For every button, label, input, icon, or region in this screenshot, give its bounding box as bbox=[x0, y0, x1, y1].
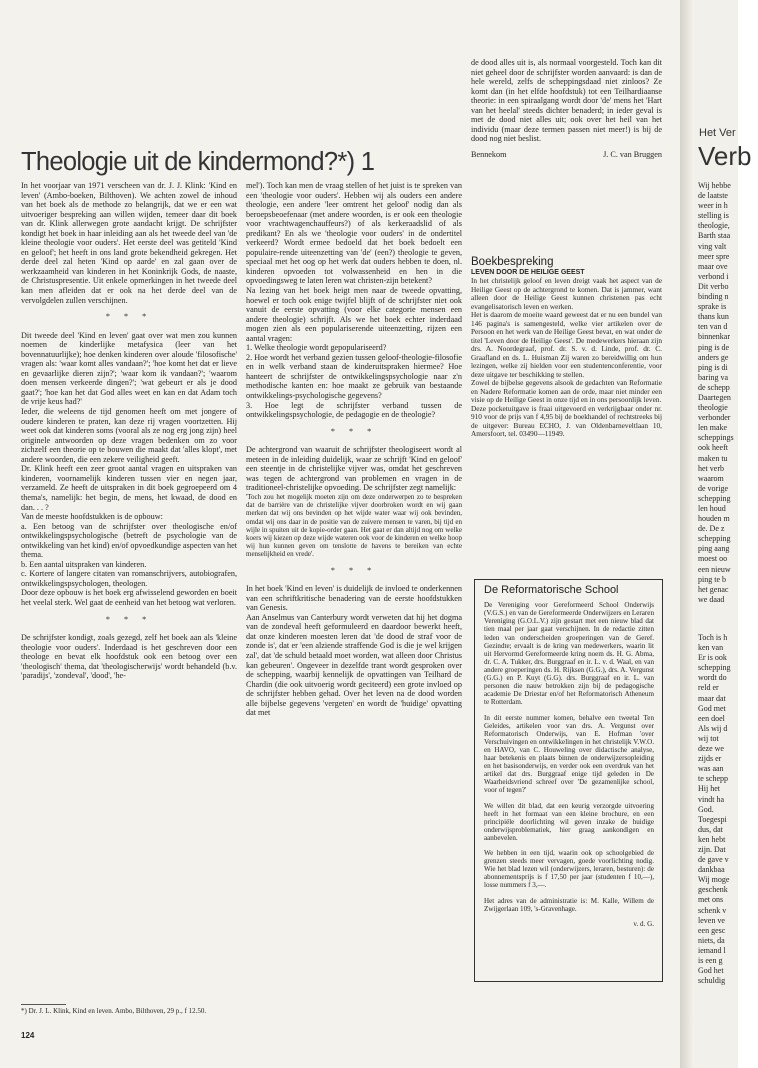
facing-page-text-bottom bbox=[698, 633, 758, 986]
facing-page-line: ook heeft bbox=[698, 443, 728, 453]
facing-page-line: maar ove bbox=[698, 261, 728, 271]
facing-page-line: theologie bbox=[698, 403, 728, 413]
facing-page-line: Dit verbo bbox=[698, 281, 729, 291]
facing-page-line: Wij moge bbox=[698, 875, 730, 885]
facing-page-line: geschenk bbox=[698, 885, 728, 895]
facing-page-line: anders ge bbox=[698, 352, 729, 362]
paragraph: In het christelijk geloof en leven dreigt vaak het aspect van de Heilige Geest op de achtergrond te komen. Dat is jammer, want alleen door de Heilige Geest kunnen christenen pas echt evangelisatorisch leven en werken. bbox=[471, 276, 662, 311]
facing-page-line: het verb bbox=[698, 463, 724, 473]
paragraph: In dit eerste nummer komen, behalve een tweetal Ten Geleides, artikelen voor van drs. A. Vergunst over Reformatorisch Onderwijs, van E. Hofman 'over Verschuivingen en ontwikkelingen in het christelijk V.W.O. en HAVO, van C. Houweling over didactische analyse, haar betekenis en plaats binnen de onderwijzersopleiding en het basisonderwijs, en verder ook een overdruk van het artikel dat drs. Burggraaf enige tijd geleden in De Waarheidsvriend schreef over 'De gezamenlijke school, voor of tegen?' bbox=[484, 713, 654, 795]
paragraph: De achtergrond van waaruit de schrijfster theologiseert wordt al meteen in de inleiding duidelijk, waar ze schrijft 'Kind en geloof' een steentje in de christelijke vijver was, omdat het geschreven was tegen de achtergrond van problemen en vragen in de traditioneel-christelijke opvoeding. De schrijfster zegt namelijk: bbox=[246, 445, 462, 493]
paragraph: 3. Hoe legt de schrijfster verband tussen de ontwikkelingspsychologie, de pedagogie en de theologie? bbox=[246, 400, 462, 420]
section-divider: * * * bbox=[105, 614, 153, 624]
book-gutter bbox=[680, 0, 694, 1068]
facing-page-line: ping is di bbox=[698, 362, 728, 372]
paragraph: Ieder, die weleens de tijd genomen heeft om met jongere of oudere kinderen te praten, kan deze rij vragen voortzetten. Hij weet ook dat kinderen soms (vooral als ze nog erg jong zijn) heel originele antwoorden op deze vragen bedenken om zo voor zichzelf een theorie op te bouwen die maakt dat 'alles klopt', met andere woorden, die een zekere veiligheid geeft. bbox=[21, 407, 237, 464]
paragraph: Aan Anselmus van Canterbury wordt verweten dat hij het dogma van de zondeval heeft geformuleerd en daardoor bewerkt heeft, dat onze kinderen moesten leren dat 'de dood de straf voor de zonde is', dat er 'een alziende straffende God is die je wel krijgen zal', dat 'de schuld betaald moet worden, wat alleen door Christus kan gebeuren'. Ongeveer in dezelfde trant wordt gesproken over de schepping, waarbij kennelijk de opvattingen van Teilhard de Chardin (die ook uitvoerig wordt geciteerd) een grote invloed op de schrijfster hebben gehad. Over het leven na de dood worden alle bijbelse gegevens 'vergeten' en wordt de 'huidige' opvatting dat met bbox=[246, 612, 462, 718]
facing-page bbox=[694, 0, 752, 1068]
school-notice-content bbox=[484, 586, 654, 928]
article-column-3 bbox=[471, 58, 662, 208]
facing-page-line: verbond i bbox=[698, 271, 729, 281]
facing-page-line: een doel bbox=[698, 713, 725, 723]
facing-page-line: verbonder bbox=[698, 413, 731, 423]
paragraph: mel'). Toch kan men de vraag stellen of het juist is te spreken van een 'theologie voor ouders'. Hebben wij als ouders een andere theologie, een andere 'leer omtrent het geloof' nodig dan als beroepsbeoefenaar (met andere woorden, is er ook een theologie voor vrachtwagenchauffeurs?) of als kerkeraadslid of als predikant? En als we 'theologie voor ouders' in de ondertitel verkeerd? Wordt ermee bedoeld dat het boek bedoelt een populaire-rende uiteenzetting van 'de' (een?) theologie te geven, speciaal met het oog op het werk dat ouders hebben te doen, nl. kinderen opvoeden tot volwassenheid en hen in die opvoedingsweg te laten leren wat christen-zijn betekent? bbox=[246, 181, 462, 286]
facing-page-line: Toegespi bbox=[698, 814, 727, 824]
article-column-1 bbox=[21, 181, 237, 1001]
facing-page-line: ping aang bbox=[698, 544, 730, 554]
facing-page-line: ken hebt bbox=[698, 834, 726, 844]
facing-page-line: zijds er bbox=[698, 754, 722, 764]
facing-page-line: reld er bbox=[698, 683, 719, 693]
footnote-rule bbox=[21, 1004, 66, 1005]
paragraph: In het boek 'Kind en leven' is duidelijk de invloed te onderkennen van een schriftkritische benadering van de eerste hoofdstukken van Genesis. bbox=[246, 584, 462, 613]
facing-page-line: houden m bbox=[698, 514, 730, 524]
paragraph: We hebben in een tijd, waarin ook op schoolgebied de grenzen steeds meer vervagen, goede voorlichting nodig. Wie het blad lezen wil (onderwijzers, leraren, besturen): de abonnementsprijs is f 17,50 per jaar (studenten f 10,—), losse nummers f 3,—. bbox=[484, 849, 654, 890]
block-quote: 'Toch zou het mogelijk moeten zijn om deze onderwerpen zo te bespreken dat de barrière van de christelijke vijver doorbroken wordt en wij gaan merken dat wij ons bevinden op het wijde water waar wij ook bevinden, omdat wij ons daar in de positie van de zuivere mensen te varen, bij tijd en wijle in spuiten uit de kopie-order gaan. Het gaat er dan altijd nog om welke koers wij kiezen op deze wijde wateren ook voor de kinderen en welke hoop wij hun kunnen geven om tenslotte de havens te bereiken van echte menselijkheid en vrede'. bbox=[246, 492, 462, 559]
facing-page-line: deze we bbox=[698, 744, 724, 754]
facing-page-line: met ons bbox=[698, 895, 724, 905]
facing-page-line: moest oo bbox=[698, 554, 728, 564]
section-divider: * * * bbox=[330, 426, 378, 436]
facing-page-line: ken van bbox=[698, 643, 724, 653]
facing-page-line: vindt ha bbox=[698, 794, 724, 804]
facing-page-line: weer in h bbox=[698, 201, 728, 211]
facing-page-line: Toch is h bbox=[698, 633, 728, 642]
facing-page-line: dankbaa bbox=[698, 865, 725, 875]
school-signature: v. d. G. bbox=[633, 919, 654, 928]
facing-page-line: Barth staa bbox=[698, 231, 731, 241]
facing-page-header: Het Ver bbox=[699, 127, 736, 139]
facing-page-line: de schepp bbox=[698, 382, 730, 392]
facing-page-line: te schepp bbox=[698, 774, 728, 784]
signature-name: J. C. van Bruggen bbox=[603, 149, 662, 159]
paragraph: Van de meeste hoofdstukken is de opbouw: bbox=[21, 512, 163, 522]
facing-page-line: schuldig bbox=[698, 976, 726, 986]
facing-page-line: leven ve bbox=[698, 915, 725, 925]
school-notice-box bbox=[474, 579, 663, 982]
facing-page-line: binding n bbox=[698, 292, 729, 302]
facing-page-line: len make bbox=[698, 423, 728, 433]
paragraph: Dit tweede deel 'Kind en leven' gaat over wat men zou kunnen noemen de kinderlijke metafysica (leer van het bovennatuurlijke); hoe denken kinderen over aloude 'filosofische' vragen als: 'waar komt alles vandaan?'; 'hoe komt het dat er lieve en gevaarlijke dieren zijn?'; 'waar kom ik vandaan?'; 'waarom doen mensen verkeerde dingen?'; 'wat gebeurt er als je dood gaat?'; 'hoe kan het dat God alles weet en kan en dat Adam toch de vrije keus had?' bbox=[21, 330, 237, 407]
facing-page-line: ping te b bbox=[698, 574, 726, 584]
review-heading: Boekbespreking bbox=[471, 256, 554, 268]
page-number: 124 bbox=[21, 1031, 35, 1040]
review-subheading: LEVEN DOOR DE HEILIGE GEEST bbox=[471, 268, 585, 276]
facing-page-line: Als wij d bbox=[698, 723, 728, 733]
paragraph: Door deze opbouw is het boek erg afwisselend geworden en boeit het veelal sterk. Wel gaat de eenheid van het betoog wat verloren. bbox=[21, 588, 237, 607]
facing-page-line: ping is de bbox=[698, 342, 730, 352]
facing-page-text-top bbox=[698, 181, 758, 605]
paragraph: Deze pocketuitgave is fraai uitgevoerd en verkrijgbaar onder nr. 910 voor de prijs van f 4,95 bij de boekhandel of rechtstreeks bij de uitgever: Bureau ECHO, J. van Oldenbarneveltlaan 10, Amersfoort, tel. 03490—11949. bbox=[471, 403, 662, 438]
section-divider: * * * bbox=[330, 565, 378, 575]
facing-page-line: de. De z bbox=[698, 524, 725, 534]
facing-page-line: was aan bbox=[698, 764, 724, 774]
facing-page-line: theologie, bbox=[698, 221, 730, 231]
article-title: Theologie uit de kindermond?*) 1 bbox=[21, 148, 375, 176]
paragraph: b. Een aantal uitspraken van kinderen. bbox=[21, 559, 147, 569]
facing-page-line: de gave v bbox=[698, 855, 729, 865]
facing-page-line: wij tot bbox=[698, 733, 719, 743]
paragraph: a. Een betoog van de schrijfster over theologische en/of ontwikkelingspsychologische (betreft de psychologie van de ontwikkeling van het kind) en/of opvoedkundige aspecten van het thema. bbox=[21, 521, 238, 560]
facing-page-line: binnenkar bbox=[698, 332, 730, 342]
signature-place: Bennekom bbox=[471, 149, 507, 159]
paragraph: 1. Welke theologie wordt gepopulariseerd? bbox=[246, 343, 387, 353]
book-review bbox=[471, 258, 662, 570]
paragraph: Het is daarom de moeite waard geweest dat er nu een bundel van 146 pagina's is samengesteld, welke vier artikelen over de Persoon en het werk van de Heilige Geest bevat, en wat onder de titel 'Leven door de Heilige Geest'. De medewerkers hieraan zijn drs. A. Noordegraaf, prof. dr. S. v. d. Linde, prof. dr. C. Graafland en ds. L. Huisman Zij waren zo bereidwillig om hun lezingen, welke zij hielden voor een studentenconferentie, voor deze uitgave ter beschikking te stellen. bbox=[471, 310, 662, 379]
facing-page-line: iemand l bbox=[698, 945, 726, 955]
facing-page-line: Daartegen bbox=[698, 392, 731, 402]
paragraph: De Vereniging voor Gereformeerd School Onderwijs (V.G.S.) en van de Gereformeerde Onderwijzers en Leraren Vereniging (G.O.L.V.) zijn gestart met een nieuw blad dat tien maal per jaar gaat verschijnen. In de redactie zitten leden van onderscheiden groeperingen van de Geref. Gezindte; ervaalt is de kring van medewerkers, waarin lit uit Hervormd Gereformeerde kring noem ds. H. G. Abma, dr. C. A. Tukker, drs. Burggraaf en ir. L. v. d. Waal, en van andere groeperingen ds. H. Rijksen (G.G.), drs. A. Vergunst (G.G.) en P. Kuyt (G.G). drs. Burggraaf en ir. L. van personen die nauw betrokken zijn bij de pedagogische academie De Driestar en/of het Reformatorisch Atheneum te Rotterdam. bbox=[484, 601, 654, 707]
facing-page-line: Er is ook bbox=[698, 653, 727, 663]
facing-page-line: waarom bbox=[698, 473, 724, 483]
paragraph: Na lezing van het boek heigt men naar de tweede opvatting, hoewel er toch ook enige twijfel blijft of de schrijfster niet ook vanuit de eerste opvatting (voor elke categorie mensen een andere theologie) schrijft. Als we het boek echter inderdaad mogen zien als een populariserende uiteenzetting, rijzen een aantal vragen: bbox=[246, 286, 462, 343]
facing-page-line: God. bbox=[698, 804, 714, 814]
facing-page-line: wordt do bbox=[698, 673, 727, 683]
facing-page-line: Wij hebbe bbox=[698, 181, 731, 190]
facing-page-line: scheppings bbox=[698, 433, 734, 443]
facing-page-line: thans kun bbox=[698, 312, 729, 322]
section-divider: * * * bbox=[105, 312, 153, 322]
facing-page-line: een gesc bbox=[698, 925, 726, 935]
facing-page-line: zijn. Dat bbox=[698, 844, 726, 854]
signature-row bbox=[471, 150, 662, 160]
facing-page-line: de laatste bbox=[698, 191, 728, 201]
facing-page-line: maken tu bbox=[698, 453, 728, 463]
article-column-2 bbox=[246, 181, 462, 1001]
footnote: *) Dr. J. L. Klink, Kind en leven. Ambo, Bilthoven, 29 p., f 12.50. bbox=[21, 1007, 207, 1015]
facing-page-line: we daad bbox=[698, 594, 725, 604]
facing-page-line: een nieuw bbox=[698, 564, 731, 574]
facing-page-line: sprake is bbox=[698, 302, 727, 312]
paragraph: 2. Hoe wordt het verband gezien tussen geloof-theologie-filosofie en in welk verband staan de kinderuitspraken hiermee? Hoe hanteert de schrijfster de ontwikkelingspsychologie naar z'n methodische kanten en: hoe maakt ze gebruik van bestaande ontwikkelings-psychologische gegevens? bbox=[246, 352, 462, 401]
facing-page-line: dus, dat bbox=[698, 824, 723, 834]
facing-page-line: de vorige bbox=[698, 483, 728, 493]
paragraph: Dr. Klink heeft een zeer groot aantal vragen en uitspraken van kinderen, voornamelijk kinderen tussen vier en negen jaar, verzameld. Ze heeft de uitspraken in dit boek gegroepeerd om 4 thema's, namelijk: het begin, de mens, het kwaad, de dood en dan. . . ? bbox=[21, 464, 237, 512]
facing-page-line: God het bbox=[698, 966, 724, 976]
facing-page-line: maar dat bbox=[698, 693, 726, 703]
paragraph: De schrijfster kondigt, zoals gezegd, zelf het boek aan als 'kleine theologie voor ouders'. Inderdaad is het geschreven door een theologe en bevat elk hoofdstuk ook een betoog over een 'theologisch' thema, dat 'theologischerwijs' wordt behandeld (b.v. 'paradijs', 'zondeval', 'dood', 'he- bbox=[21, 633, 237, 681]
facing-page-line: is een g bbox=[698, 956, 723, 965]
facing-page-line: ten van d bbox=[698, 322, 728, 332]
facing-page-line: schepping bbox=[698, 534, 731, 544]
paragraph: We willen dit blad, dat een keurig verzorgde uitvoering heeft in het formaat van een kleine brochure, en een principiële doorlichting wil geven inzake de huidige onderwijsproblematiek, hier graag aankondigen en aanbevelen. bbox=[484, 801, 654, 842]
paragraph: Zowel de bijbelse gegevens alsook de gedachten van Reformatie en Nadere Reformatie komen aan de orde, maar niet minder een visie op de Heilige Geest in onze tijd en in ons persoonlijk leven. bbox=[471, 378, 662, 404]
school-heading: De Reformatorische School bbox=[484, 584, 619, 596]
facing-page-line: het genac bbox=[698, 584, 729, 594]
paragraph: c. Kortere of langere citaten van romanschrijvers, autobiografen, ontwikkelingspsychologen, theologen. bbox=[21, 569, 237, 588]
paragraph: de dood alles uit is, als normaal voorgesteld. Toch kan dit niet geheel door de schrijfster worden aanvaard: is dan de hele wereld, zelfs de scheppingsdaad niet zinloos? Ze komt dan (in het elfde hoofdstuk) tot een Teilhardiaanse theorie: in een spiraalgang wordt door 'de' mens het 'Hart van het heelal' steeds dichter benaderd; in ieder geval is met de dood niet alles uit; ook over het heil van het individu (maar deze termen passen niet meer!) is bij de dood nog niet beslist. bbox=[471, 58, 662, 144]
facing-page-line: baring va bbox=[698, 372, 728, 382]
facing-page-line: schenk v bbox=[698, 905, 727, 915]
facing-page-line: God met bbox=[698, 703, 726, 713]
paragraph: Het adres van de administratie is: M. Kalle, Willem de Zwijgerlaan 109, 's-Gravenhage. bbox=[484, 896, 654, 913]
facing-page-title: Verb bbox=[698, 141, 752, 171]
facing-page-line: meer spre bbox=[698, 251, 730, 261]
facing-page-line: ving valt bbox=[698, 241, 727, 251]
facing-page-line: stelling is bbox=[698, 211, 729, 221]
facing-page-line: Hij het bbox=[698, 784, 720, 794]
paragraph: In het voorjaar van 1971 verscheen van dr. J. J. Klink: 'Kind en leven' (Ambo-boeken, Bilthoven). We achten zowel de inhoud van het boek als de methode zo belangrijk, dat we er een wat uitvoeriger bespreking aan willen wijden, temeer daar dit boek van dr. Klink allerwegen grote aandacht krijgt. De schrijfster kondigt het boek in haar inleiding aan als het tweede deel van 'de kleine theologie voor ouders'. Het eerste deel was getiteld 'Kind en geloof'; het heeft in ons land grote bekendheid gekregen. Het derde deel zal heten 'Kind op aarde' en zal gaan over de werkzaamheid van kinderen in het Koninkrijk Gods, de naaste, de Christuspresentie. Uit enkele opmerkingen in het tweede deel kan men afleiden dat er ook na het derde deel van de vervolgdelen zullen verschijnen. bbox=[21, 181, 237, 305]
facing-page-line: schepping bbox=[698, 493, 731, 503]
facing-page-line: len houd bbox=[698, 504, 726, 513]
facing-page-line: schepping bbox=[698, 663, 731, 673]
facing-page-line: niets, da bbox=[698, 935, 725, 945]
